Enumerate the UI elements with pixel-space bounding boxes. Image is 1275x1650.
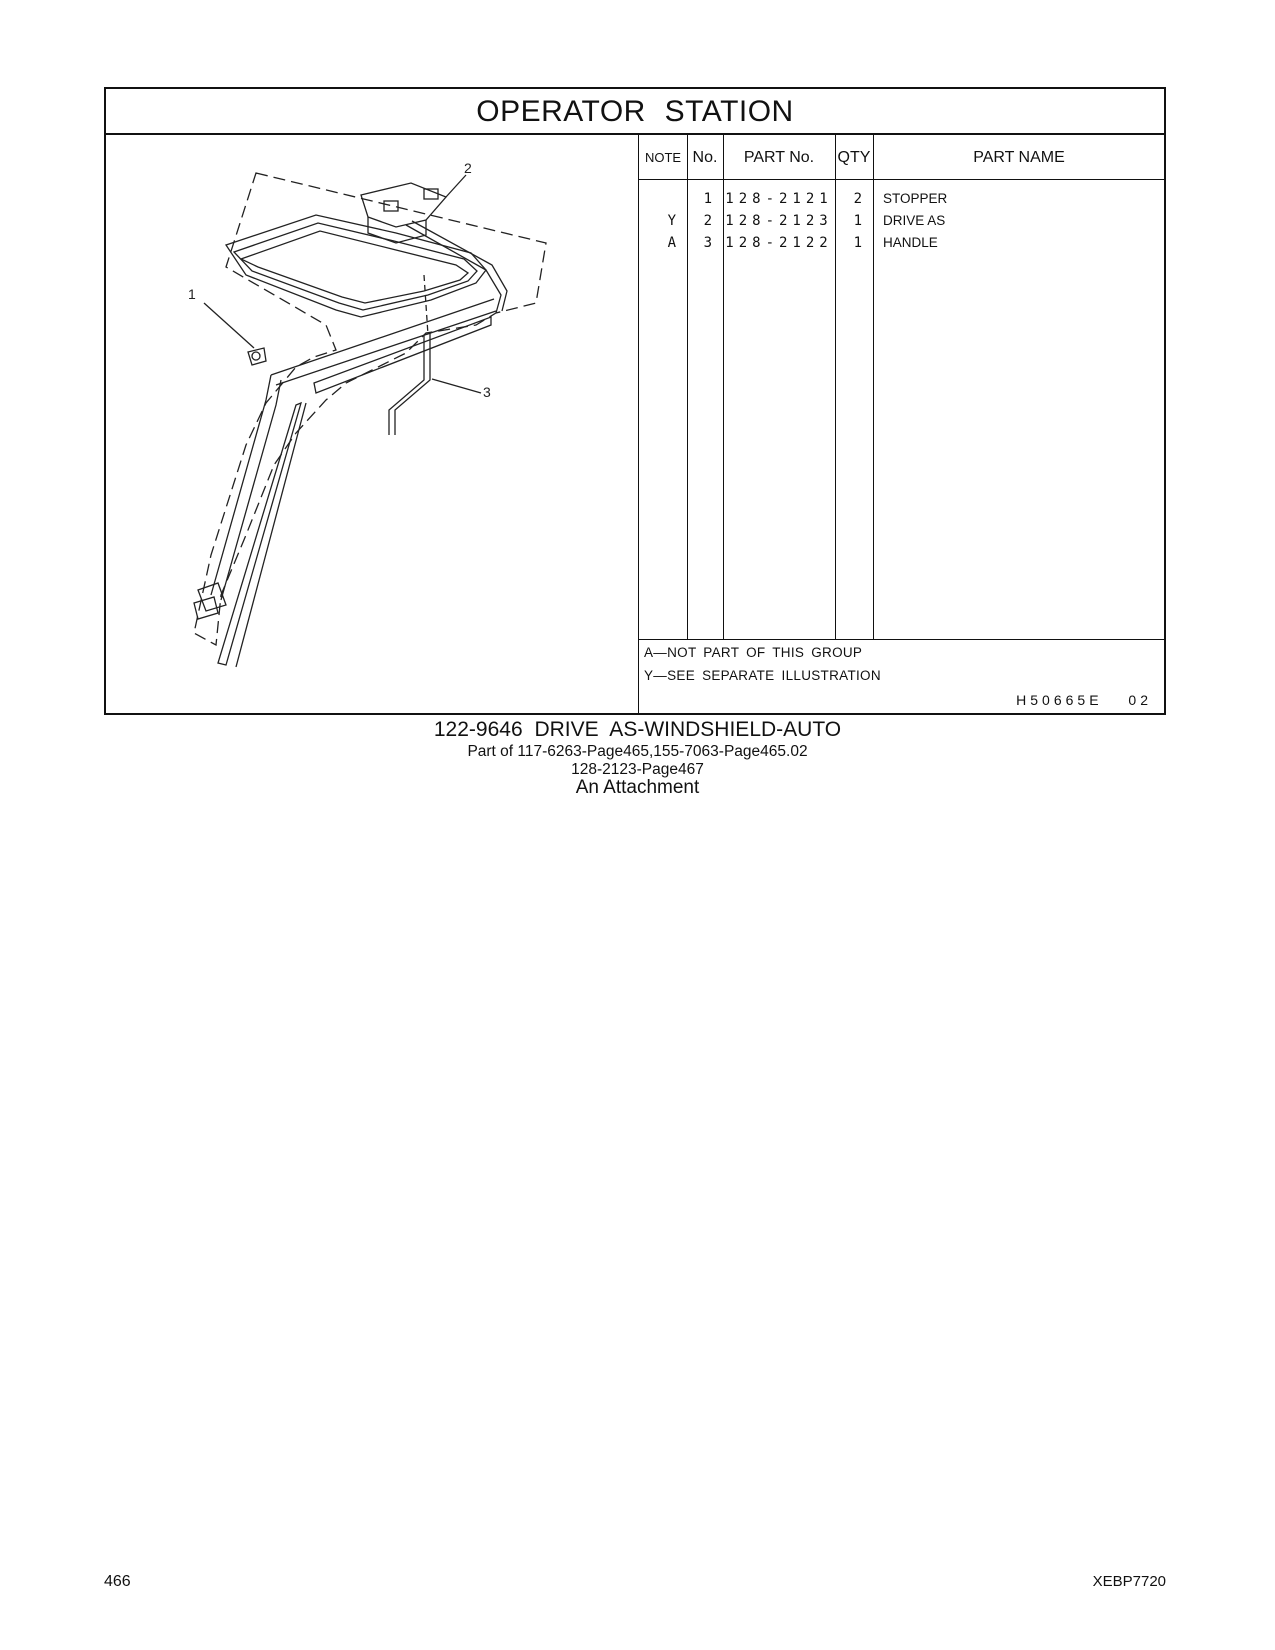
- row-3-note: A: [667, 235, 679, 251]
- header-part-name: PART NAME: [973, 149, 1065, 166]
- row-1-part-name: STOPPER: [883, 191, 948, 206]
- header-qty: QTY: [837, 149, 871, 166]
- row-3-qty: 1: [853, 235, 865, 251]
- parts-illustration: [106, 135, 638, 713]
- row-1-part-no: 128-2121: [725, 191, 833, 207]
- caption-title: 122-9646 DRIVE AS-WINDSHIELD-AUTO: [433, 718, 842, 741]
- callout-3: 3: [483, 384, 491, 400]
- header-no: No.: [692, 149, 718, 166]
- illustration-code: H50665E 02: [1016, 692, 1152, 708]
- row-3-part-name: HANDLE: [883, 235, 938, 250]
- caption-part-of: Part of 117-6263-Page465,155-7063-Page465.02: [467, 743, 808, 760]
- row-3-no: 3: [703, 235, 715, 251]
- document-code: XEBP7720: [1092, 1573, 1166, 1590]
- header-part-no: PART No.: [743, 149, 815, 166]
- row-3-part-no: 128-2122: [725, 235, 833, 251]
- row-2-no: 2: [703, 213, 715, 229]
- windshield-drive-diagram: [106, 135, 638, 713]
- row-2-part-name: DRIVE AS: [883, 213, 946, 228]
- row-1-qty: 2: [853, 191, 865, 207]
- row-2-note: Y: [667, 213, 679, 229]
- note-y: Y—SEE SEPARATE ILLUSTRATION: [644, 668, 881, 683]
- caption-attachment: An Attachment: [575, 777, 700, 798]
- callout-2: 2: [464, 160, 472, 176]
- page-number: 466: [104, 1573, 131, 1590]
- callout-1: 1: [188, 286, 196, 302]
- section-title: OPERATOR STATION: [106, 89, 1164, 135]
- row-2-qty: 1: [853, 213, 865, 229]
- header-note: NOTE: [644, 150, 682, 165]
- row-2-part-no: 128-2123: [725, 213, 833, 229]
- note-a: A—NOT PART OF THIS GROUP: [644, 645, 863, 660]
- row-1-no: 1: [703, 191, 715, 207]
- parts-page-frame: [104, 87, 1166, 715]
- parts-list-table: [638, 135, 1164, 713]
- caption-reference: 128-2123-Page467: [571, 761, 704, 778]
